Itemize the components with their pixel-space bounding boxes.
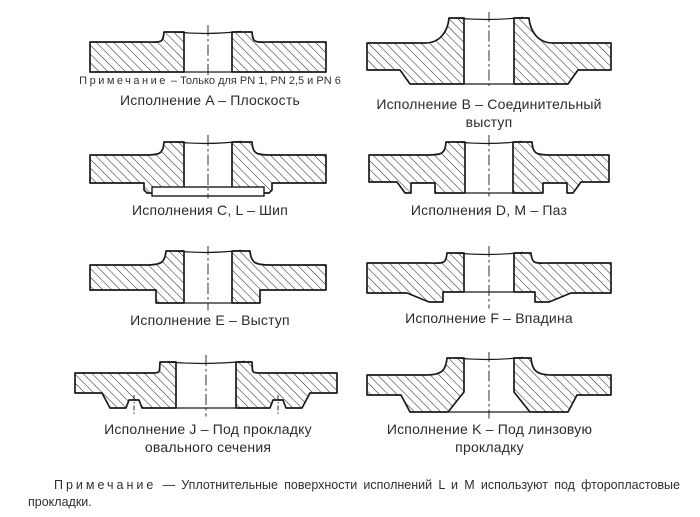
figure-k-caption: Исполнение K – Под линзовую прокладку xyxy=(386,421,593,455)
figure-e-caption: Исполнение E – Выступ xyxy=(130,312,290,328)
figure-b-caption: Исполнение B – Соединительный выступ xyxy=(376,96,602,130)
figure-d xyxy=(363,128,615,198)
flange-flat-face-diagram xyxy=(85,14,331,80)
figure-c xyxy=(85,128,331,200)
figure-a-note-text: – Только для PN 1, PN 2,5 и PN 6 xyxy=(167,75,341,87)
figure-c-caption: Исполнения C, L – Шип xyxy=(132,202,288,218)
flange-raised-face-diagram xyxy=(363,12,615,90)
figure-k xyxy=(363,352,615,420)
figure-j-caption: Исполнение J – Под прокладку овального сечения xyxy=(104,421,312,455)
footnote-text: — Уплотнительные поверхности исполнений L и M используют под фторопластовые прокладки. xyxy=(28,478,680,510)
flange-oval-gasket-groove-diagram xyxy=(70,352,342,418)
figure-a-caption: Исполнение A – Плоскость xyxy=(120,92,300,108)
figure-f-caption: Исполнение F – Впадина xyxy=(405,310,573,326)
flange-male-spigot-diagram xyxy=(85,246,331,312)
figure-j xyxy=(70,352,342,418)
figure-e xyxy=(85,246,331,312)
footnote-label: Примечание xyxy=(54,478,157,492)
figure-a xyxy=(85,14,331,80)
flange-lens-gasket-seat-diagram xyxy=(363,352,615,420)
figure-d-caption: Исполнения D, M – Паз xyxy=(410,202,568,218)
figure-a-note-label: Примечание xyxy=(79,75,168,87)
figure-b xyxy=(363,12,615,90)
figure-f xyxy=(363,246,615,310)
figure-a-note xyxy=(50,75,370,87)
flange-female-recess-diagram xyxy=(363,246,615,310)
flange-tongue-diagram xyxy=(85,128,331,200)
flange-groove-diagram xyxy=(363,128,615,198)
footnote xyxy=(28,477,680,512)
